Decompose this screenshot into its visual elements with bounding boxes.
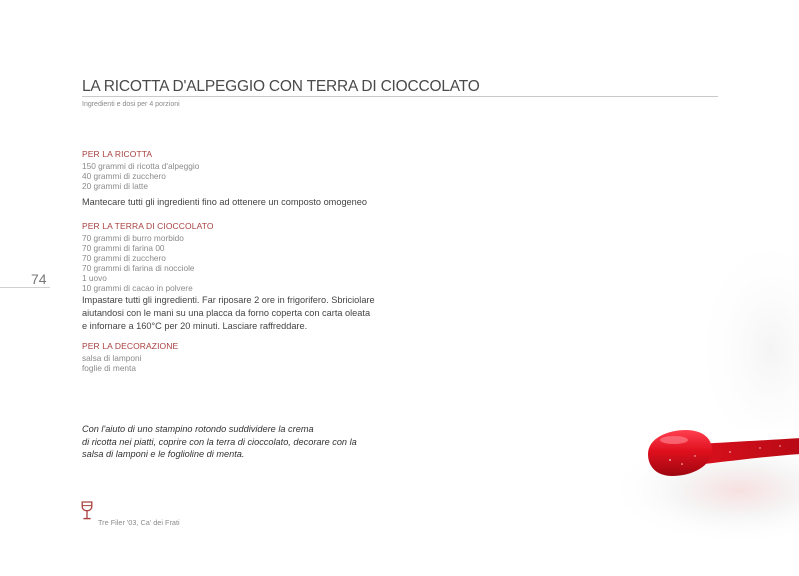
method-line: Mantecare tutti gli ingredienti fino ad ottenere un composto omogeneo xyxy=(82,197,367,207)
title-divider xyxy=(82,96,718,97)
method-line: e infornare a 160°C per 20 minuti. Lasciare raffreddare. xyxy=(82,321,308,331)
page-number-divider xyxy=(0,287,50,288)
ingredient-item: 40 grammi di zucchero xyxy=(82,171,166,182)
section-heading-terra: PER LA TERRA DI CIOCCOLATO xyxy=(82,221,214,231)
section-heading-ricotta: PER LA RICOTTA xyxy=(82,149,153,159)
ingredient-list-terra xyxy=(82,233,195,294)
method-line: aiutandosi con le mani su una placca da forno coperta con carta oleata xyxy=(82,308,371,318)
wine-glass-icon xyxy=(81,501,93,521)
serving-line: Con l'aiuto di uno stampino rotondo suddividere la crema xyxy=(82,424,314,434)
ingredient-list-decorazione xyxy=(82,353,142,373)
wine-pairing-label: Tre Filer '03, Ca' dei Frati xyxy=(98,518,180,527)
method-line: Impastare tutti gli ingredienti. Far riposare 2 ore in frigorifero. Sbriciolare xyxy=(82,295,375,305)
section-heading-decorazione: PER LA DECORAZIONE xyxy=(82,341,179,351)
ingredient-item: 10 grammi di cacao in polvere xyxy=(82,283,193,294)
ingredient-item: 70 grammi di zucchero xyxy=(82,253,166,264)
ingredient-item: 70 grammi di burro morbido xyxy=(82,233,184,243)
ingredient-item: foglie di menta xyxy=(82,363,136,374)
page-number: 74 xyxy=(31,271,47,287)
serving-line: salsa di lamponi e le foglioline di menta. xyxy=(82,449,245,459)
ingredient-item: salsa di lamponi xyxy=(82,353,142,363)
method-ricotta xyxy=(82,196,367,209)
method-terra xyxy=(82,294,375,333)
red-spoon-image xyxy=(640,420,799,490)
ingredient-list-ricotta xyxy=(82,161,199,191)
ingredient-item: 1 uovo xyxy=(82,273,107,284)
recipe-title: LA RICOTTA D'ALPEGGIO CON TERRA DI CIOCCOLATO xyxy=(82,78,480,95)
background-glow xyxy=(680,230,799,430)
ingredient-item: 20 grammi di latte xyxy=(82,181,148,192)
serving-line: di ricotta nei piatti, coprire con la terra di cioccolato, decorare con la xyxy=(82,436,357,447)
serving-instructions xyxy=(82,423,357,461)
recipe-subtitle: Ingredienti e dosi per 4 porzioni xyxy=(82,101,180,108)
ingredient-item: 70 grammi di farina di nocciole xyxy=(82,263,195,274)
ingredient-item: 70 grammi di farina 00 xyxy=(82,243,165,254)
ingredient-item: 150 grammi di ricotta d'alpeggio xyxy=(82,161,200,171)
